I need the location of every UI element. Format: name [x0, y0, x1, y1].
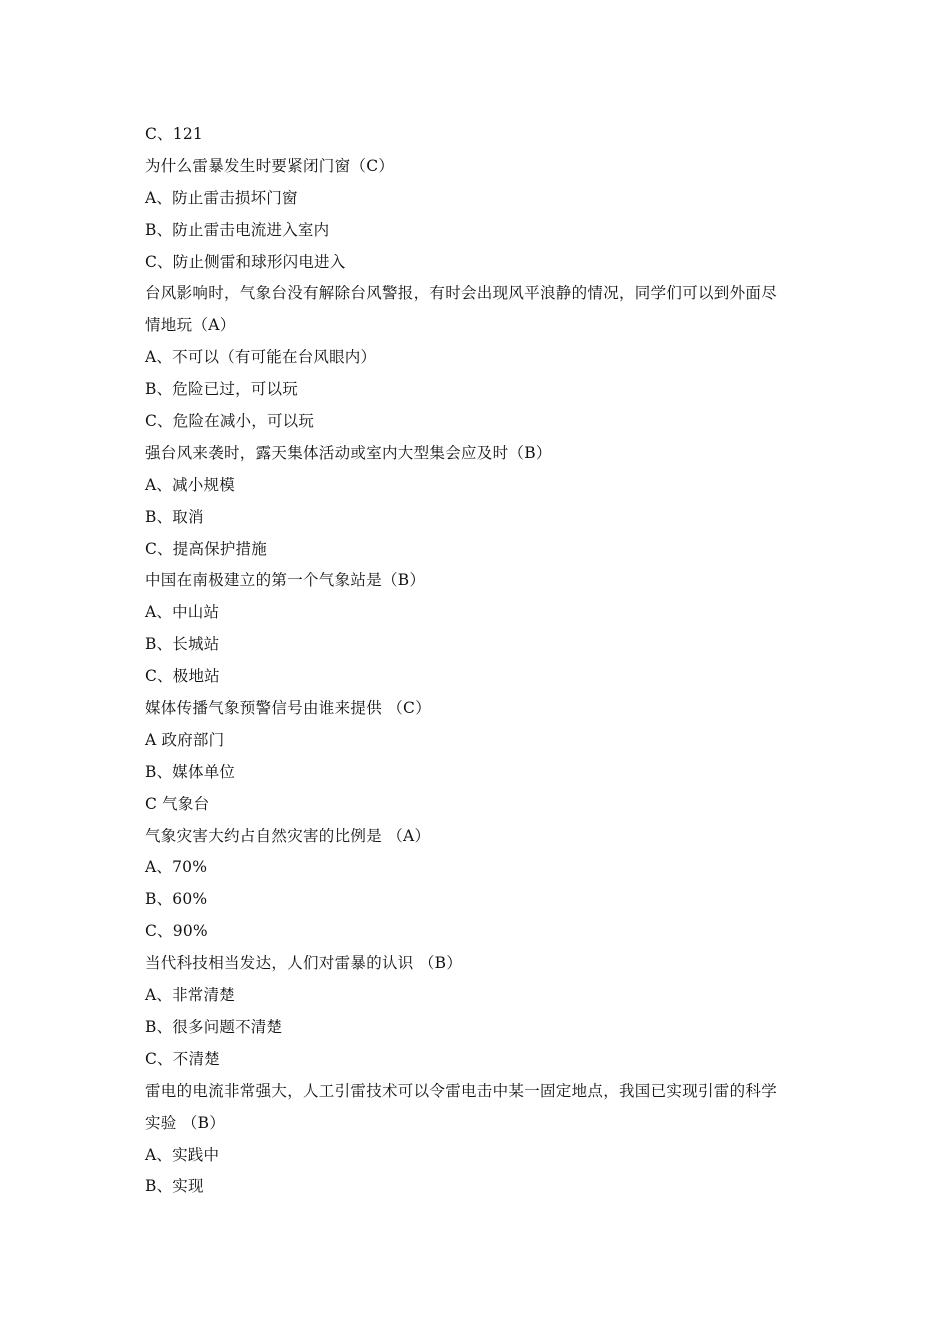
question-line: 雷电的电流非常强大，人工引雷技术可以令雷电击中某一固定地点，我国已实现引雷的科学 [145, 1081, 778, 1100]
document-body [145, 119, 815, 1203]
question-line: 台风影响时，气象台没有解除台风警报，有时会出现风平浪静的情况，同学们可以到外面尽 [145, 284, 778, 303]
option-line: C、121 [145, 125, 203, 143]
option-line: B、很多问题不清楚 [145, 1017, 283, 1036]
option-line: C、不清楚 [145, 1049, 220, 1068]
option-line: B、取消 [145, 507, 204, 526]
option-line: C、提高保护措施 [145, 539, 267, 558]
option-line: A、实践中 [145, 1145, 220, 1164]
option-line: B、媒体单位 [145, 762, 236, 781]
option-line: B、实现 [145, 1177, 204, 1196]
question-line: 为什么雷暴发生时要紧闭门窗（C） [145, 156, 395, 175]
option-line: C 气象台 [145, 794, 210, 813]
option-line: A、减小规模 [145, 475, 235, 494]
option-line: A、中山站 [145, 603, 220, 622]
question-line: 媒体传播气象预警信号由谁来提供 （C） [145, 699, 431, 718]
question-line: 强台风来袭时，露天集体活动或室内大型集会应及时（B） [145, 443, 552, 462]
option-line: A、不可以（有可能在台风眼内） [145, 348, 377, 367]
option-line: B、长城站 [145, 635, 220, 654]
option-line: C、90% [145, 922, 208, 941]
question-line-continued: 情地玩（A） [145, 316, 236, 335]
option-line: A 政府部门 [145, 730, 225, 749]
option-line: B、60% [145, 890, 208, 909]
question-line: 当代科技相当发达，人们对雷暴的认识 （B） [145, 954, 463, 973]
question-line-continued: 实验 （B） [145, 1113, 226, 1132]
question-line: 中国在南极建立的第一个气象站是（B） [145, 571, 426, 590]
option-line: B、危险已过，可以玩 [145, 380, 298, 399]
option-line: C、极地站 [145, 667, 220, 686]
option-line: C、防止侧雷和球形闪电进入 [145, 252, 346, 271]
option-line: A、70% [145, 858, 208, 877]
option-line: C、危险在减小，可以玩 [145, 412, 315, 431]
question-line: 气象灾害大约占自然灾害的比例是 （A） [145, 826, 431, 845]
option-line: A、非常清楚 [145, 986, 235, 1005]
option-line: A、防止雷击损坏门窗 [145, 188, 298, 207]
option-line: B、防止雷击电流进入室内 [145, 220, 330, 239]
